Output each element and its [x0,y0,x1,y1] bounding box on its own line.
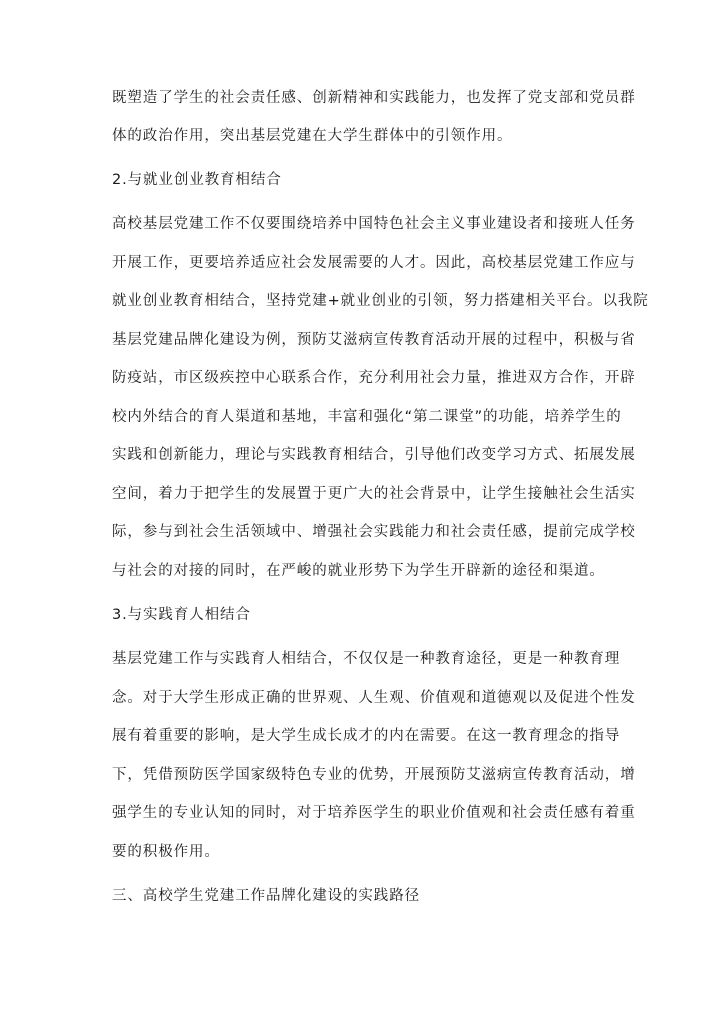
section-heading: 3.与实践育人相结合 [112,607,251,623]
paragraph-line: 校内外结合的育人渠道和基地，丰富和强化“第二课堂”的功能，培养学生的 [112,409,622,425]
paragraph-line: 就业创业教育相结合，坚持党建+就业创业的引领，努力搭建相关平台。以我院 [112,293,649,309]
paragraph-line: 防疫站，市区级疾控中心联系合作，充分利用社会力量，推进双方合作，开辟 [112,370,636,386]
paragraph-line: 际，参与到社会生活领域中、增强社会实践能力和社会责任感，提前完成学校 [112,524,636,540]
paragraph-line: 与社会的对接的同时，在严峻的就业形势下为学生开辟新的途径和渠道。 [112,563,605,579]
paragraph-line: 下，凭借预防医学国家级特色专业的优势，开展预防艾滋病宣传教育活动，增 [112,767,636,783]
paragraph-line: 实践和创新能力，理论与实践教育相结合，引导他们改变学习方式、拓展发展 [112,447,636,463]
paragraph-line: 要的积极作用。 [112,844,220,860]
paragraph-line: 展有着重要的影响，是大学生成长成才的内在需要。在这一教育理念的指导 [112,728,621,744]
paragraph-line: 高校基层党建工作不仅要围绕培养中国特色社会主义事业建设者和接班人任务 [112,216,636,232]
paragraph-line: 空间，着力于把学生的发展置于更广大的社会背景中，让学生接触社会生活实 [112,486,636,502]
paragraph-line: 开展工作，更要培养适应社会发展需要的人才。因此，高校基层党建工作应与 [112,255,636,271]
section-heading: 2.与就业创业教育相结合 [112,172,282,188]
paragraph-line: 既塑造了学生的社会责任感、创新精神和实践能力，也发挥了党支部和党员群 [112,90,636,106]
paragraph-line: 基层党建工作与实践育人相结合，不仅仅是一种教育途径，更是一种教育理 [112,651,621,667]
paragraph-line: 强学生的专业认知的同时，对于培养医学生的职业价值观和社会责任感有着重 [112,805,636,821]
paragraph-line: 体的政治作用，突出基层党建在大学生群体中的引领作用。 [112,128,513,144]
chapter-heading: 三、高校学生党建工作品牌化建设的实践路径 [112,888,420,904]
paragraph-line: 念。对于大学生形成正确的世界观、人生观、价值观和道德观以及促进个性发 [112,690,636,706]
paragraph-line: 基层党建品牌化建设为例，预防艾滋病宣传教育活动开展的过程中，积极与省 [112,332,636,348]
